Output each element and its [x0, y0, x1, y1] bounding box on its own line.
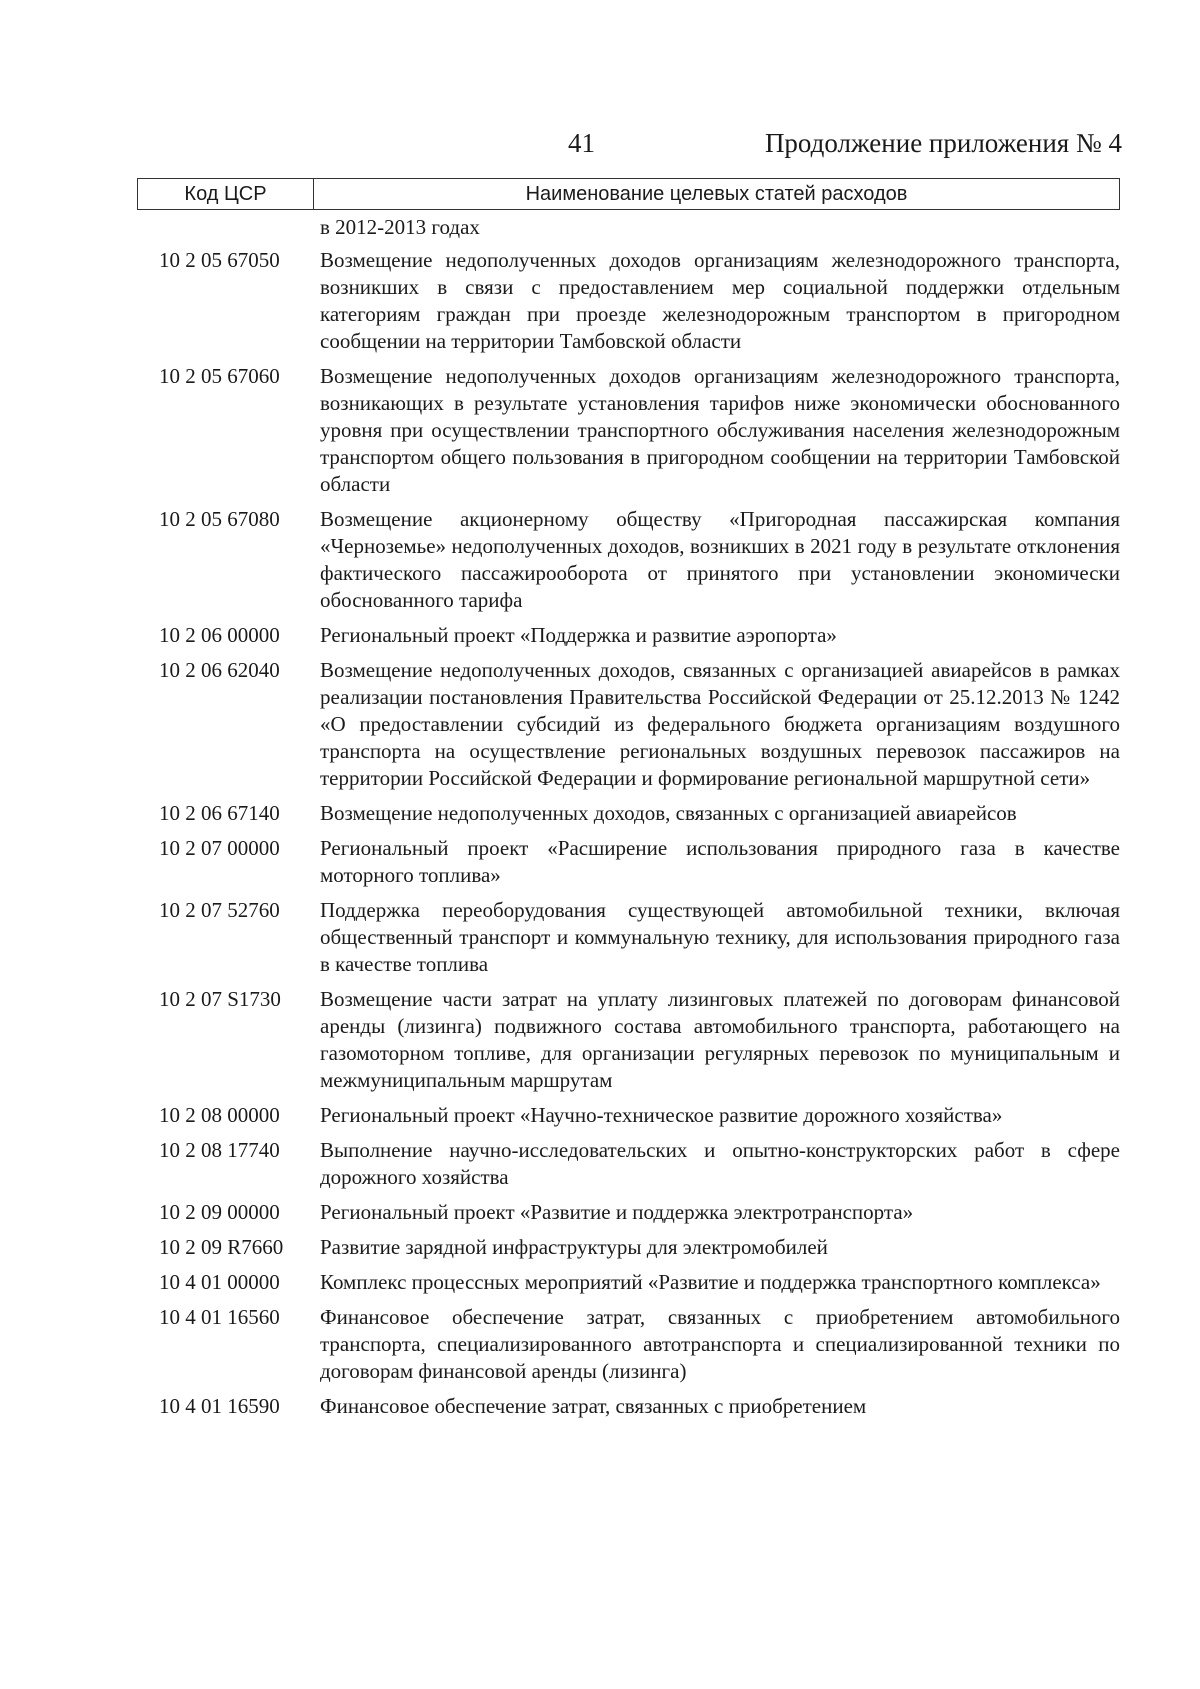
- row-code: 10 2 06 00000: [159, 623, 280, 647]
- table-row: [137, 1304, 1120, 1385]
- row-code: 10 2 05 67060: [159, 364, 280, 388]
- continuation-text: в 2012-2013 годах: [320, 215, 480, 239]
- table-row: [137, 897, 1120, 978]
- row-code: 10 4 01 16590: [159, 1394, 280, 1418]
- row-description: Развитие зарядной инфраструктуры для электромобилей: [320, 1235, 828, 1259]
- page-header: [0, 128, 1200, 164]
- table-body: [137, 214, 1120, 1428]
- row-code-empty: [137, 214, 312, 241]
- row-code: 10 4 01 16560: [159, 1305, 280, 1329]
- row-code: 10 4 01 00000: [159, 1270, 280, 1294]
- table-row: [137, 657, 1120, 792]
- table-row: [137, 1393, 1120, 1420]
- row-code: 10 2 08 00000: [159, 1103, 280, 1127]
- row-description: Комплекс процессных мероприятий «Развитие и поддержка транспортного комплекса»: [320, 1270, 1101, 1294]
- column-header-name: Наименование целевых статей расходов: [525, 183, 908, 205]
- row-description: Поддержка переоборудования существующей автомобильной техники, включая общественный транспорт и коммунальную технику, для использования природного газа в качестве топлива: [320, 898, 1120, 976]
- table-row: [137, 1102, 1120, 1129]
- row-code: 10 2 07 00000: [159, 836, 280, 860]
- row-description: Возмещение недополученных доходов организациям железнодорожного транспорта, возникших в связи с предоставлением мер социальной поддержки отдельным категориям граждан при проезде железнодорожным транспортом в пригородном сообщении на территории Тамбовской области: [320, 248, 1120, 353]
- appendix-title: Продолжение приложения № 4: [764, 128, 1122, 158]
- table-header: [137, 178, 1120, 210]
- table-row: [137, 506, 1120, 614]
- row-description: Возмещение части затрат на уплату лизинговых платежей по договорам финансовой аренды (лизинга) подвижного состава автомобильного транспорта, работающего на газомоторном топливе, для организации регулярных перевозок по муниципальным и межмуниципальным маршрутам: [320, 987, 1120, 1092]
- row-code: 10 2 08 17740: [159, 1138, 280, 1162]
- column-header-code: Код ЦСР: [138, 179, 314, 209]
- table-row: [137, 986, 1120, 1094]
- row-code: 10 2 09 00000: [159, 1200, 280, 1224]
- table-row: [137, 1199, 1120, 1226]
- row-code: 10 2 05 67080: [159, 507, 280, 531]
- table-row: [137, 363, 1120, 498]
- row-description: Возмещение недополученных доходов, связанных с организацией авиарейсов в рамках реализации постановления Правительства Российской Федерации от 25.12.2013 № 1242 «О предоставлении субсидий из федерального бюджета организациям воздушного транспорта на осуществление региональных воздушных перевозок пассажиров на территории Российской Федерации и формирование региональной маршрутной сети»: [320, 658, 1120, 790]
- row-description: Возмещение акционерному обществу «Пригородная пассажирская компания «Черноземье» недополученных доходов, возникших в 2021 году в результате отклонения фактического пассажирооборота от принятого при установлении экономически обоснованного тарифа: [320, 507, 1120, 612]
- row-code: 10 2 05 67050: [159, 248, 280, 272]
- row-description: Возмещение недополученных доходов, связанных с организацией авиарейсов: [320, 801, 1017, 825]
- table-row: [137, 1137, 1120, 1191]
- row-description: Возмещение недополученных доходов организациям железнодорожного транспорта, возникающих в результате установления тарифов ниже экономически обоснованного уровня при осуществлении транспортного обслуживания населения железнодорожным транспортом общего пользования в пригородном сообщении на территории Тамбовской области: [320, 364, 1120, 496]
- row-code: 10 2 09 R7660: [159, 1235, 284, 1259]
- table-row: [137, 1269, 1120, 1296]
- page-number: 41: [568, 128, 595, 158]
- row-description: Региональный проект «Научно-техническое развитие дорожного хозяйства»: [320, 1103, 1003, 1127]
- continuation-row: [137, 214, 1120, 241]
- table-row: [137, 1234, 1120, 1261]
- table-row: [137, 622, 1120, 649]
- row-description: Финансовое обеспечение затрат, связанных с приобретением автомобильного транспорта, специализированного автотранспорта и специализированной техники по договорам финансовой аренды (лизинга): [320, 1305, 1120, 1383]
- row-description: Финансовое обеспечение затрат, связанных с приобретением: [320, 1394, 867, 1418]
- row-code: 10 2 06 67140: [159, 801, 280, 825]
- table-row: [137, 800, 1120, 827]
- row-code: 10 2 06 62040: [159, 658, 280, 682]
- row-description: Выполнение научно-исследовательских и опытно-конструкторских работ в сфере дорожного хозяйства: [320, 1138, 1120, 1189]
- table-row: [137, 835, 1120, 889]
- table-row: [137, 247, 1120, 355]
- row-description: Региональный проект «Поддержка и развитие аэропорта»: [320, 623, 837, 647]
- row-description: Региональный проект «Расширение использования природного газа в качестве моторного топлива»: [320, 836, 1120, 887]
- row-code: 10 2 07 52760: [159, 898, 280, 922]
- row-code: 10 2 07 S1730: [159, 987, 281, 1011]
- row-description: Региональный проект «Развитие и поддержка электротранспорта»: [320, 1200, 914, 1224]
